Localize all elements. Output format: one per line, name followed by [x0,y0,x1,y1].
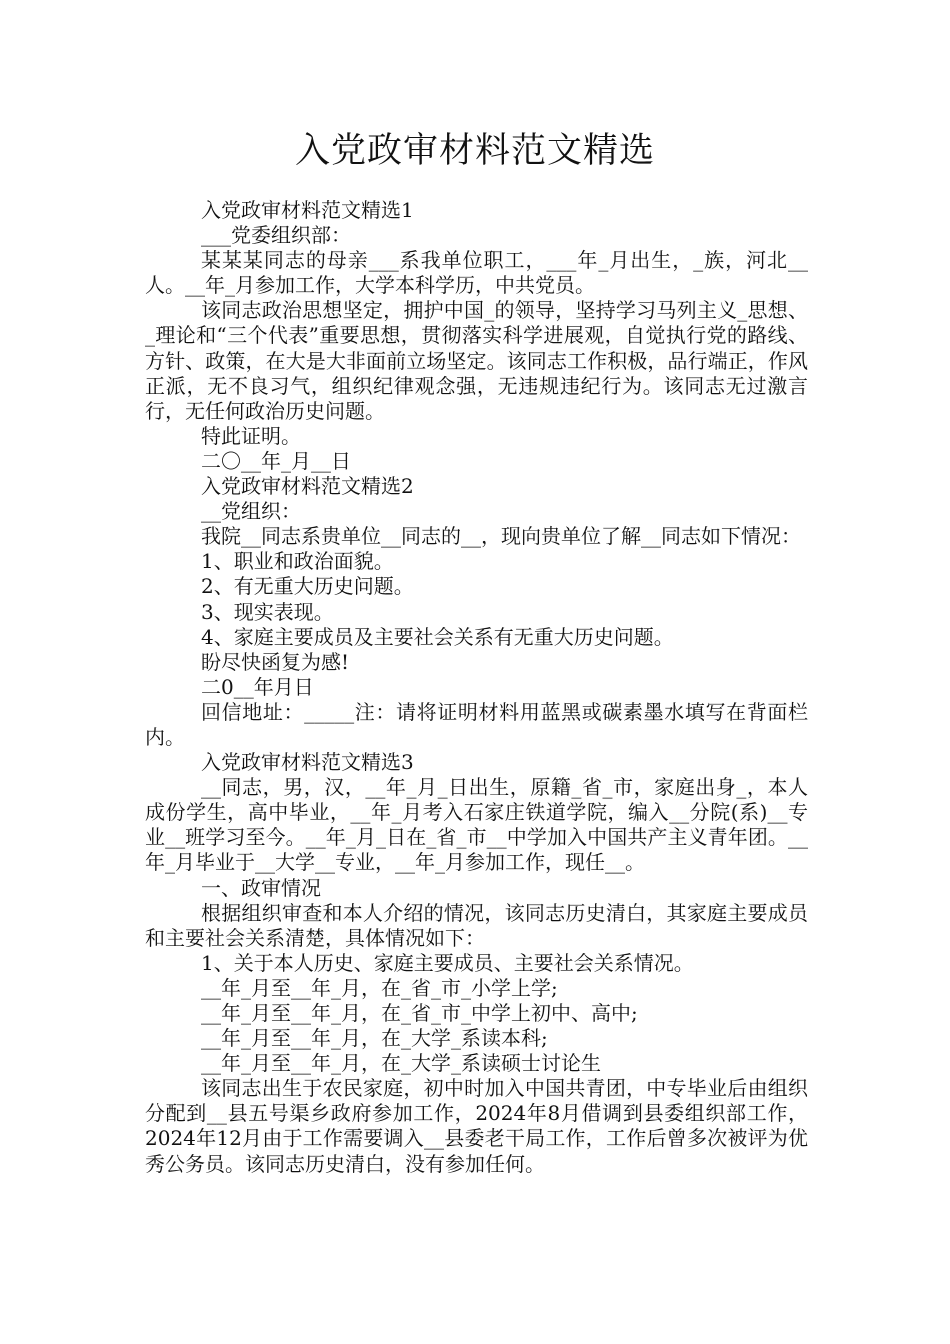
paragraph: __年_月至__年_月，在_省_市_小学上学; [201,975,558,1000]
paragraph: 回信地址：_____注：请将证明材料用蓝黑或碳素墨水填写在背面栏内。 [145,699,808,749]
paragraph: 4、家庭主要成员及主要社会关系有无重大历史问题。 [201,624,674,649]
paragraph: __年_月至__年_月，在_省_市_中学上初中、高中; [201,1001,638,1025]
paragraph: 入党政审材料范文精选1 [201,198,414,222]
paragraph: 根据组织审查和本人介绍的情况，该同志历史清白，其家庭主要成员和主要社会关系清楚，具体情况如下： [145,900,808,950]
paragraph: 2、有无重大历史问题。 [201,574,414,599]
paragraph: 入党政审材料范文精选2 [201,474,414,499]
paragraph: __年_月至__年_月，在_大学_系读本科; [201,1026,548,1051]
paragraph: __年_月至__年_月，在_大学_系读硕士讨论生 [201,1051,601,1076]
paragraph: ___党委组织部： [201,223,351,248]
paragraph: 该同志政治思想坚定，拥护中国_的领导，坚持学习马列主义_思想、_理论和“三个代表”重要思想，贯彻落实科学进展观，自觉执行党的路线、方针、政策，在大是大非面前立场坚定。该同志工作积极，品行端正，作风正派，无不良习气，组织纪律观念强，无违规违纪行为。该同志无过激言行，无任何政治历史问题。 [145,298,808,423]
paragraph: 我院__同志系贵单位__同志的__，现向贵单位了解__同志如下情况： [201,524,801,549]
paragraph: 盼尽快函复为感! [201,649,350,674]
paragraph: __同志，男，汉，__年_月_日出生，原籍_省_市，家庭出身_，本人成份学生，高中毕业，__年_月考入石家庄铁道学院，编入__分院(系)__专业__班学习至今。__年_月_日在_省_市__中学加入中国共产主义青年团。__年_月毕业于__大学__专业，__年_月参加工作，现任__。 [145,775,808,875]
paragraph: 二〇__年_月__日 [201,448,351,473]
paragraph: 1、关于本人历史、家庭主要成员、主要社会关系情况。 [201,950,694,975]
document-body [145,198,808,1177]
paragraph: __党组织： [201,499,301,524]
paragraph: 某某某同志的母亲___系我单位职工，___年_月出生，_族，河北__人。__年_月参加工作，大学本科学历，中共党员。 [145,248,808,298]
paragraph: 3、现实表现。 [201,599,334,624]
paragraph: 1、职业和政治面貌。 [201,549,394,574]
paragraph: 二0__年月日 [201,674,314,699]
document-title: 入党政审材料范文精选 [294,131,655,171]
paragraph: 该同志出生于农民家庭，初中时加入中国共青团，中专毕业后由组织分配到__县五号渠乡政府参加工作，2024年8月借调到县委组织部工作，2024年12月由于工作需要调入__县委老干局工作，工作后曾多次被评为优秀公务员。该同志历史清白，没有参加任何。 [145,1076,808,1176]
paragraph: 特此证明。 [201,423,301,448]
paragraph: 一、政审情况 [201,875,321,900]
paragraph: 入党政审材料范文精选3 [201,750,414,775]
